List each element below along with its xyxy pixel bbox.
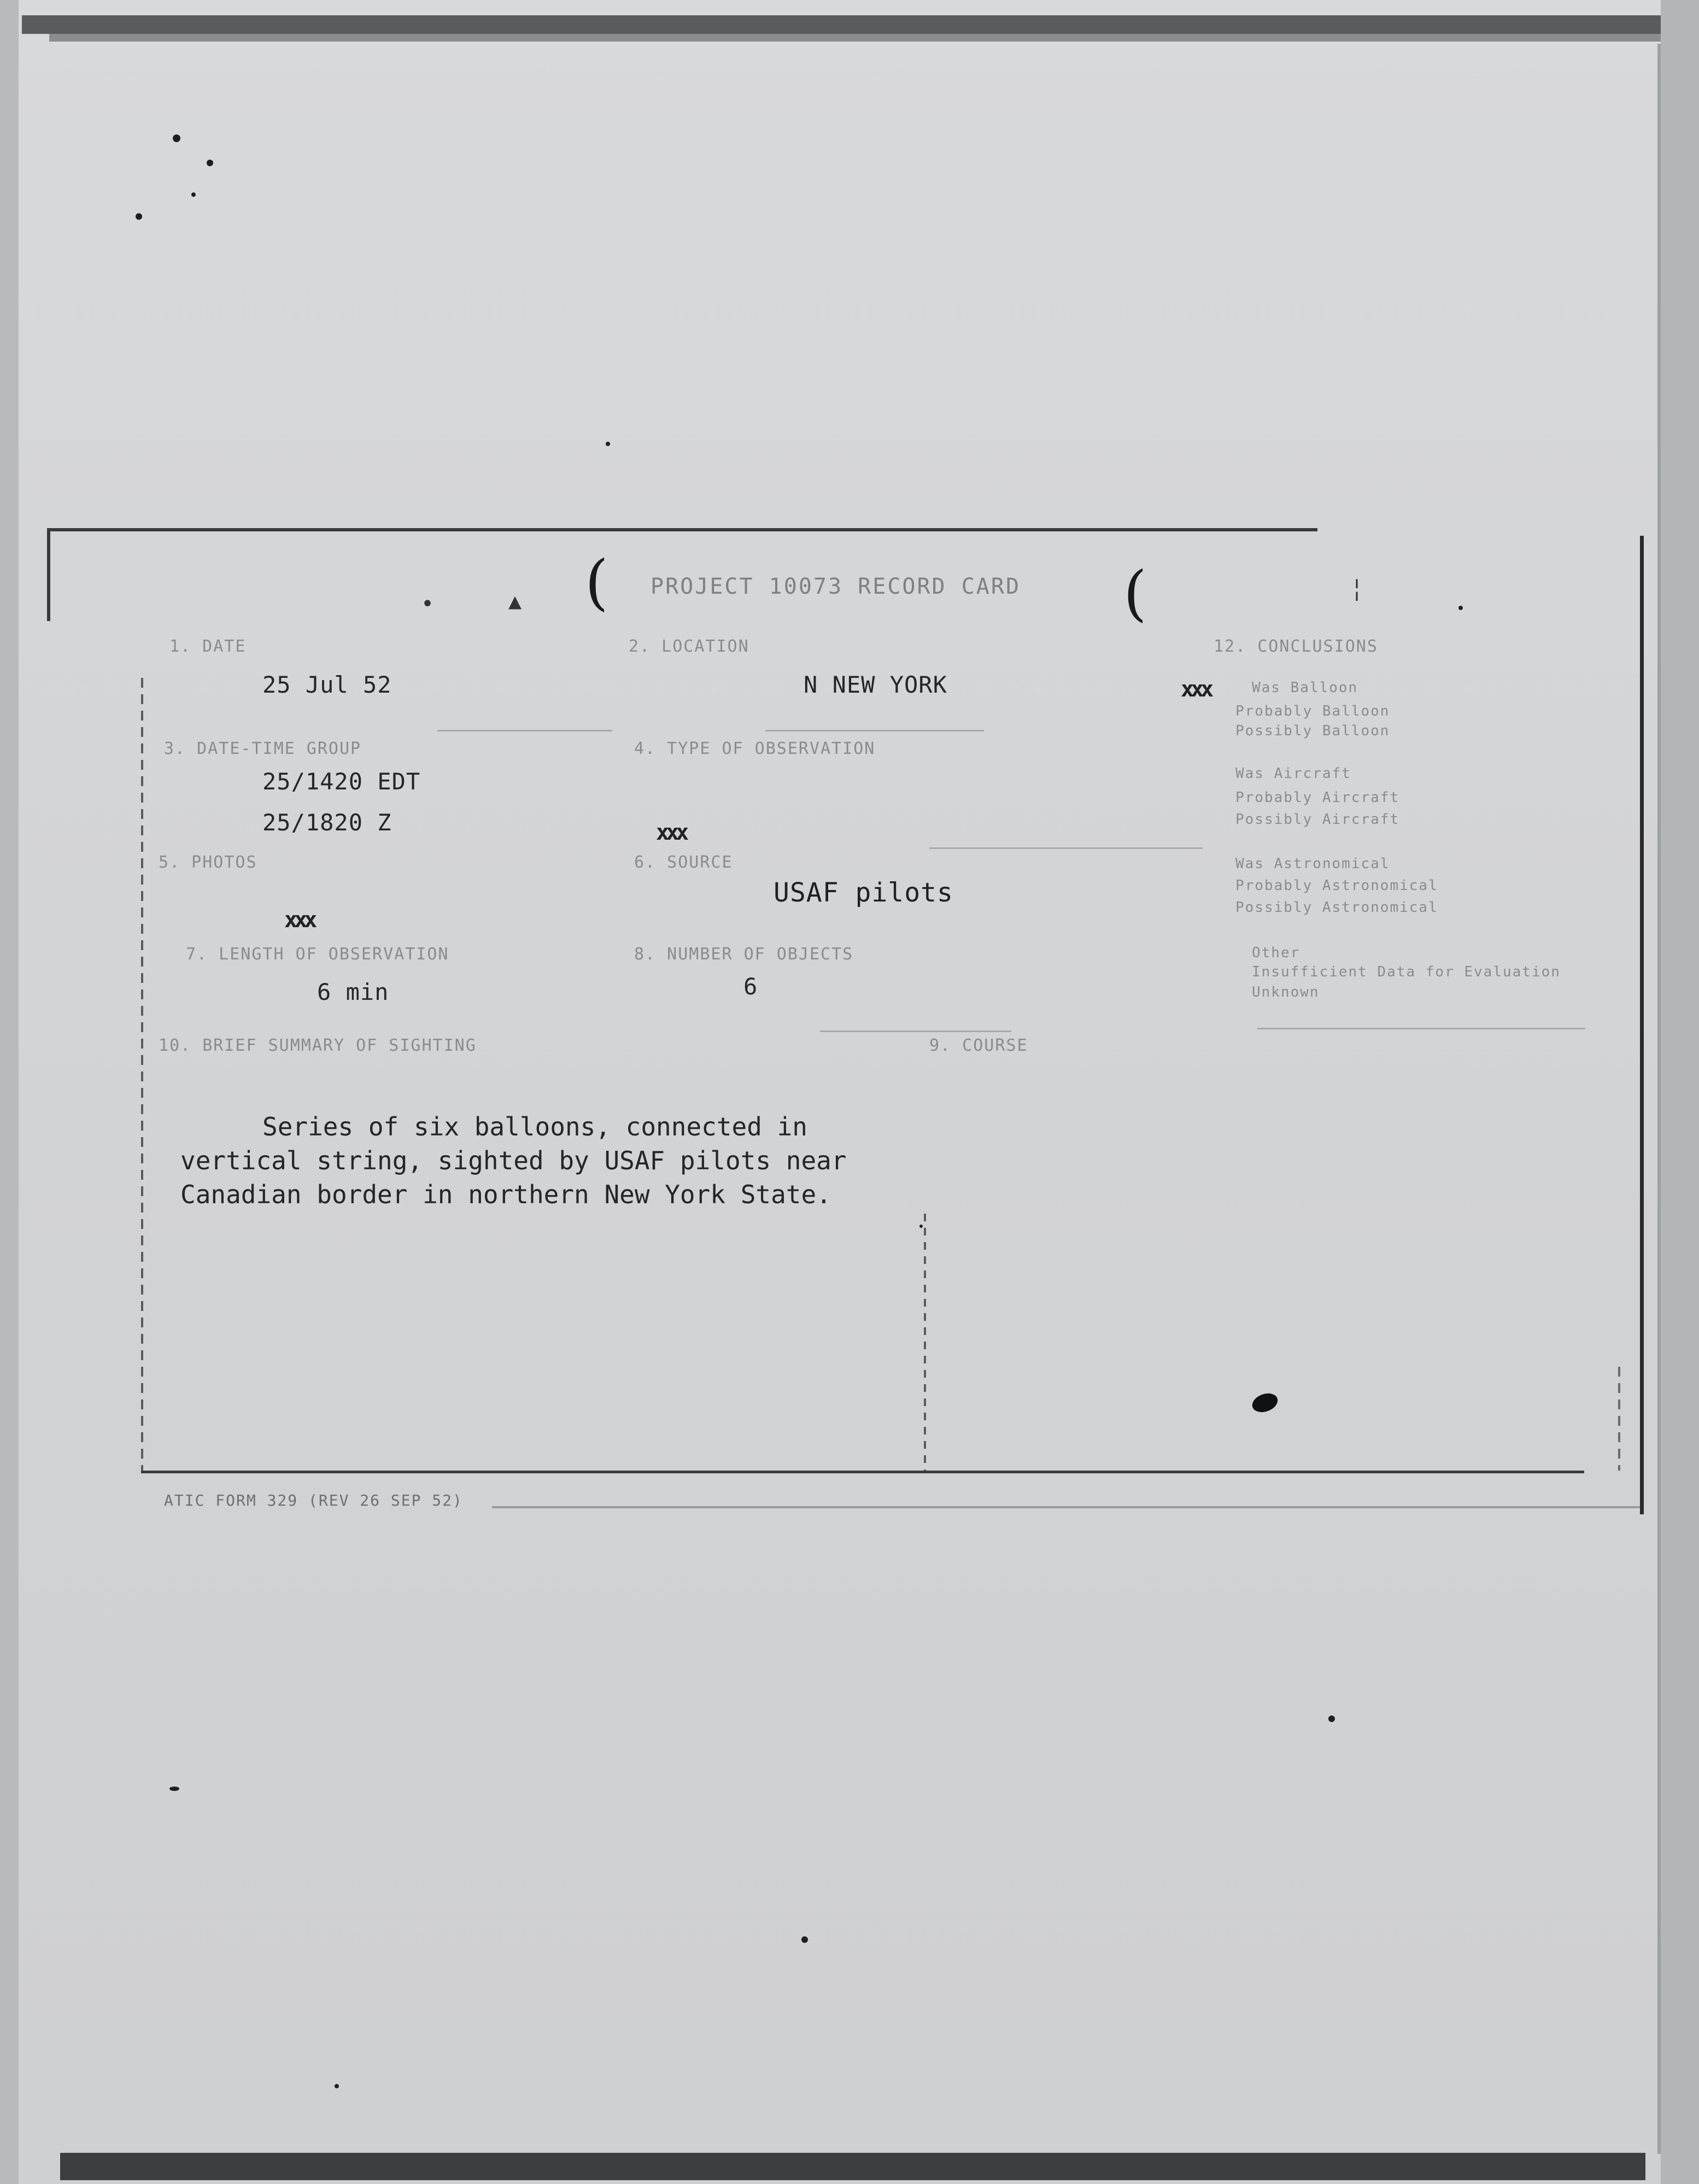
dust-speck xyxy=(1328,1715,1335,1722)
conclusion-option: Other xyxy=(1252,945,1300,961)
summary-divider xyxy=(924,1214,926,1471)
conclusion-option: Was Balloon xyxy=(1252,680,1358,696)
conclusion-option: Insufficient Data for Evaluation xyxy=(1252,964,1561,980)
field-rule xyxy=(929,847,1203,849)
course-label: 9. COURSE xyxy=(929,1036,1028,1055)
field-rule xyxy=(1257,1028,1585,1029)
time-gmt-value: 25/1820 Z xyxy=(262,809,392,836)
conclusion-option: Possibly Aircraft xyxy=(1235,811,1400,828)
dust-speck xyxy=(606,442,610,446)
source-label: 6. SOURCE xyxy=(634,853,733,872)
card-top-border xyxy=(49,528,1317,531)
field-rule xyxy=(437,730,612,731)
location-label: 2. LOCATION xyxy=(629,637,749,656)
location-value: N NEW YORK xyxy=(804,671,947,698)
ink-blot xyxy=(1250,1390,1280,1415)
conclusion-option: Possibly Balloon xyxy=(1235,723,1390,739)
card-inner-right-border xyxy=(1618,1367,1620,1471)
card-inner-left-border xyxy=(141,678,143,1471)
scan-edge-right xyxy=(1661,0,1699,2184)
field-rule xyxy=(765,730,984,731)
hole-punch-mark: ( xyxy=(585,547,608,617)
hole-punch-mark: ( xyxy=(1123,558,1147,628)
card-title: PROJECT 10073 RECORD CARD xyxy=(651,574,1021,599)
ink-mark: ╎ xyxy=(1350,578,1364,603)
conclusion-option: Unknown xyxy=(1252,984,1320,1000)
objects-value: 6 xyxy=(743,973,758,1000)
card-right-border xyxy=(1640,536,1644,1514)
conclusion-option: Possibly Astronomical xyxy=(1235,899,1438,916)
scan-edge-right-shadow xyxy=(1657,44,1661,2154)
summary-line: Canadian border in northern New York State. xyxy=(180,1180,831,1209)
conclusion-mark: xxx xyxy=(1181,677,1211,702)
time-local-value: 25/1420 EDT xyxy=(262,768,421,795)
duration-label: 7. LENGTH OF OBSERVATION xyxy=(186,945,449,964)
dust-speck xyxy=(173,134,180,142)
dust-speck xyxy=(169,1787,179,1791)
conclusion-option: Probably Aircraft xyxy=(1235,789,1400,806)
dust-speck xyxy=(191,192,196,197)
scan-edge-left xyxy=(0,0,19,2184)
card-bottom-border xyxy=(141,1471,1584,1473)
scan-edge-top xyxy=(22,15,1678,34)
time-label: 3. DATE-TIME GROUP xyxy=(164,739,362,758)
dust-speck xyxy=(919,1225,923,1228)
observation-label: 4. TYPE OF OBSERVATION xyxy=(634,739,876,758)
ink-mark: • xyxy=(421,592,435,617)
form-number: ATIC FORM 329 (REV 26 SEP 52) xyxy=(164,1491,463,1509)
observation-mark: xxx xyxy=(656,820,686,845)
dust-speck xyxy=(801,1936,808,1943)
card-bottom-shadow xyxy=(492,1506,1640,1508)
dust-speck xyxy=(136,213,142,220)
summary-label: 10. BRIEF SUMMARY OF SIGHTING xyxy=(159,1036,477,1055)
dust-speck xyxy=(335,2084,339,2088)
scan-edge-top-inner xyxy=(49,34,1662,42)
summary-text xyxy=(180,1110,973,1211)
duration-value: 6 min xyxy=(317,979,389,1005)
date-label: 1. DATE xyxy=(169,637,247,656)
dust-speck xyxy=(207,160,213,166)
conclusion-option: Was Astronomical xyxy=(1235,856,1390,872)
photos-label: 5. PHOTOS xyxy=(159,853,257,872)
objects-label: 8. NUMBER OF OBJECTS xyxy=(634,945,854,964)
ink-mark: ▲ xyxy=(508,589,522,614)
conclusions-label: 12. CONCLUSIONS xyxy=(1214,637,1378,656)
card-left-border xyxy=(47,528,50,621)
conclusion-option: Probably Astronomical xyxy=(1235,877,1438,894)
summary-line: vertical string, sighted by USAF pilots near xyxy=(180,1146,847,1175)
conclusion-option: Was Aircraft xyxy=(1235,765,1351,782)
source-value: USAF pilots xyxy=(774,877,953,908)
field-rule xyxy=(820,1030,1011,1032)
dust-speck xyxy=(1458,606,1463,610)
scan-edge-bottom xyxy=(60,2153,1645,2180)
date-value: 25 Jul 52 xyxy=(262,671,392,698)
summary-line: Series of six balloons, connected in xyxy=(262,1112,807,1141)
conclusion-option: Probably Balloon xyxy=(1235,703,1390,719)
photos-mark: xxx xyxy=(284,907,314,933)
